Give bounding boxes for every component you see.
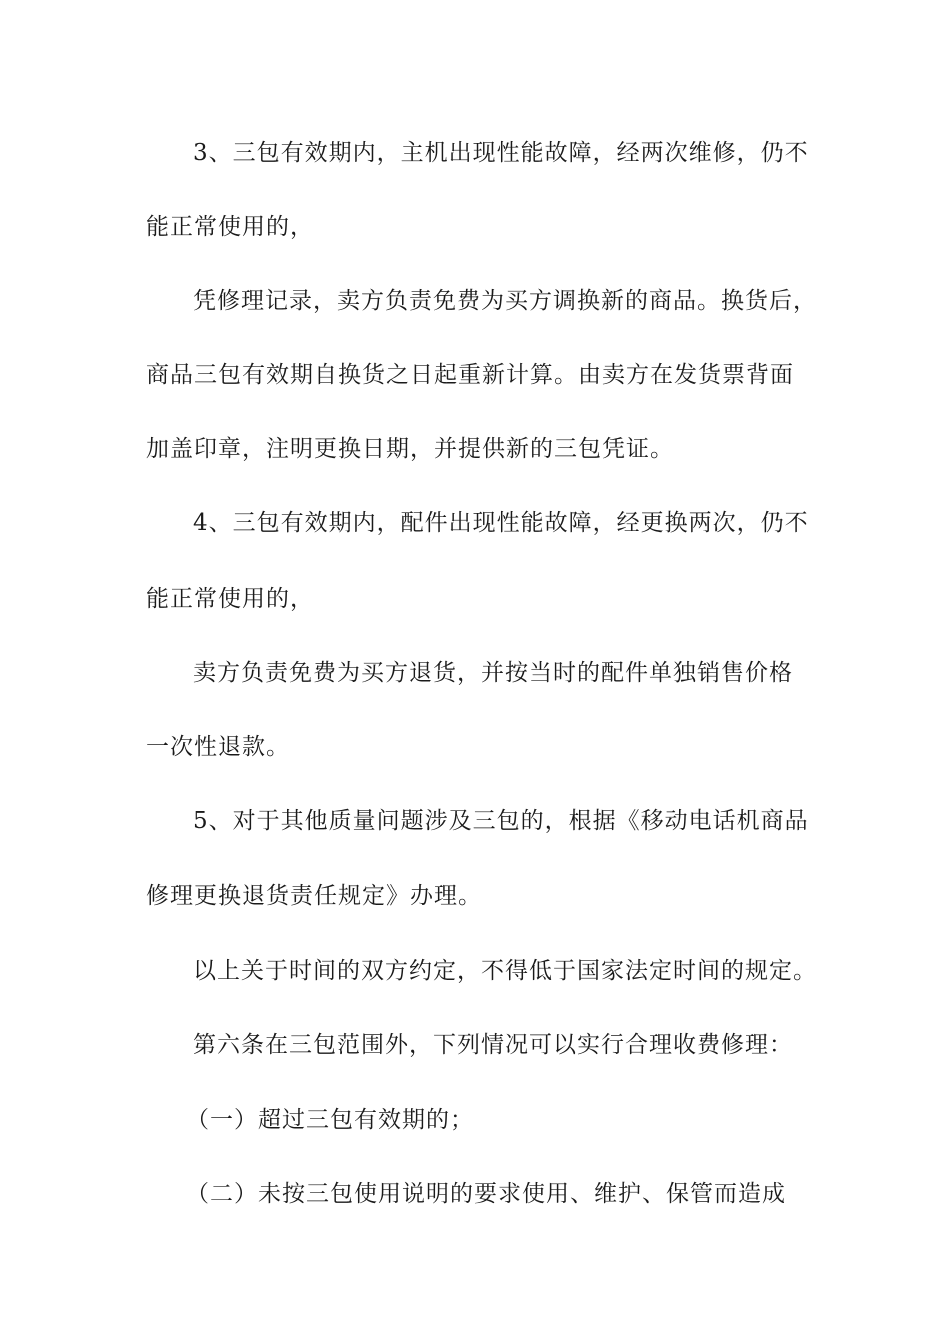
text-line: （一）超过三包有效期的； (186, 1107, 474, 1133)
text-line: 凭修理记录，卖方负责免费为买方调换新的商品。换货后， (193, 288, 817, 314)
text-line: 能正常使用的， (146, 586, 314, 612)
text-line: 4、三包有效期内，配件出现性能故障，经更换两次，仍不 (193, 510, 809, 536)
text-line: 卖方负责免费为买方退货，并按当时的配件单独销售价格 (193, 660, 793, 686)
text-line: （二）未按三包使用说明的要求使用、维护、保管而造成 (186, 1181, 786, 1207)
text-line: 修理更换退货责任规定》办理。 (146, 883, 482, 909)
text-line: 5、对于其他质量问题涉及三包的，根据《移动电话机商品 (193, 808, 809, 834)
text-line: 以上关于时间的双方约定，不得低于国家法定时间的规定。 (193, 958, 817, 984)
text-line: 加盖印章，注明更换日期，并提供新的三包凭证。 (146, 436, 674, 462)
text-line: 第六条在三包范围外，下列情况可以实行合理收费修理： (193, 1032, 793, 1058)
text-line: 3、三包有效期内，主机出现性能故障，经两次维修，仍不 (193, 140, 809, 166)
text-line: 一次性退款。 (146, 734, 290, 760)
text-line: 能正常使用的， (146, 214, 314, 240)
text-line: 商品三包有效期自换货之日起重新计算。由卖方在发货票背面 (146, 362, 794, 388)
